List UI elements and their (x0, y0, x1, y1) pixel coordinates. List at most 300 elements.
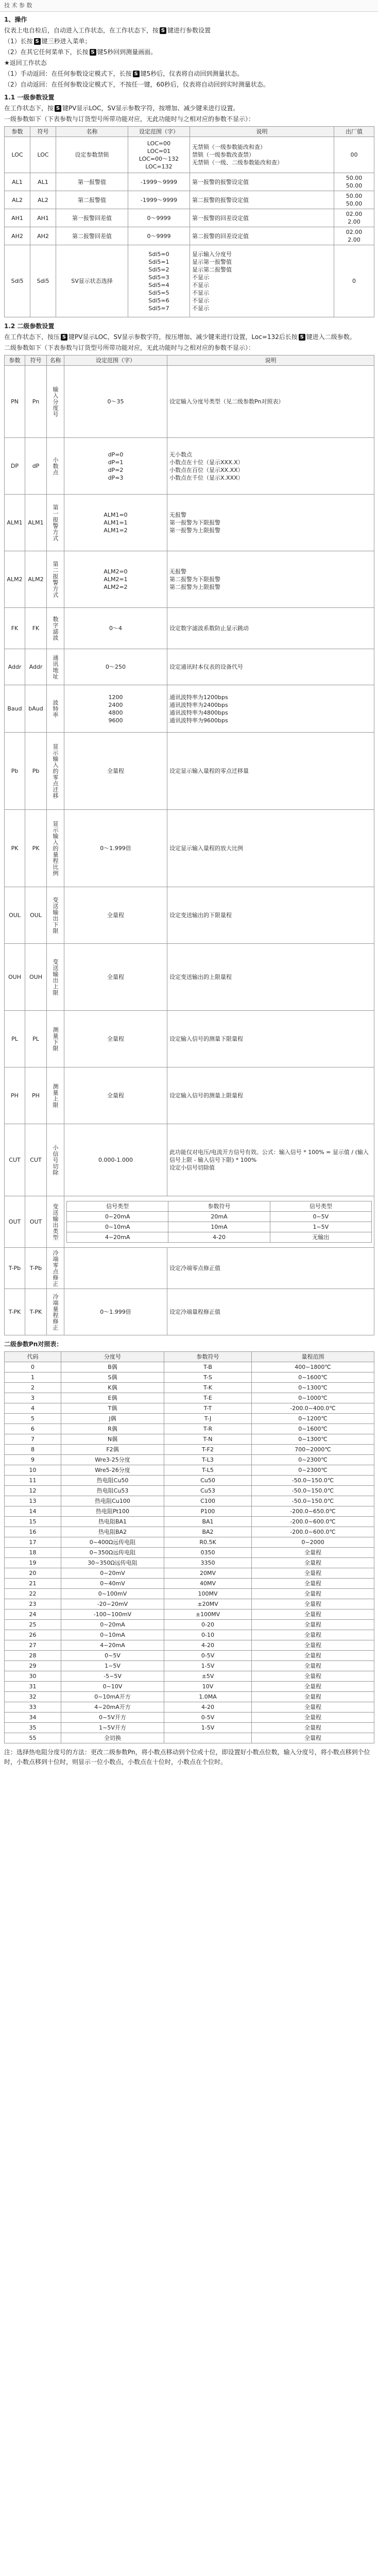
table2-cell-param: Baud (5, 685, 25, 733)
table2-cell-desc: 无报警 第一报警为下限报警 第一报警为上限报警 (167, 495, 374, 551)
table3-cell: 34 (5, 1713, 61, 1723)
table2-name-text: 冷端零点修正 (52, 1249, 59, 1287)
table3-header-0: 代码 (5, 1352, 61, 1362)
table3-cell: -200.0~600.0℃ (252, 1517, 374, 1527)
table2-cell-param: PH (5, 1067, 25, 1124)
table3-cell: 全量程 (252, 1579, 374, 1589)
table2-cell-range: 全量程 (64, 1011, 167, 1067)
table3-row (5, 1579, 374, 1589)
table3-row (5, 1630, 374, 1640)
section-1-ret2: （2）自动返回：在任何参数设定模式下，不按任一键，60秒后，仪表将自动回到实时测量状态。 (4, 81, 269, 88)
table2-name-text: 变送输出上限 (52, 958, 59, 996)
table3-cell: 0~2300℃ (252, 1455, 374, 1465)
table3-cell: Wre3-25分度 (61, 1455, 164, 1465)
table2-cell-param: OUL (5, 887, 25, 944)
table2-cell-desc: 设定冷端零点修正值 (167, 1248, 374, 1289)
out-row (67, 1222, 372, 1232)
table3-cell: 热电阻BA1 (61, 1517, 164, 1527)
table3-cell: 全量程 (252, 1548, 374, 1558)
out-cell: 0~5V (270, 1212, 371, 1222)
table2-cell-param: PL (5, 1011, 25, 1067)
table3-cell: 14 (5, 1506, 61, 1517)
table1-cell-def: 50.00 50.00 (334, 191, 374, 209)
table3-cell: 全量程 (252, 1599, 374, 1609)
table2-cell-desc: 设定变送输出的下限量程 (167, 887, 374, 944)
table2-cell-name (47, 1289, 64, 1335)
table3-cell: 35 (5, 1723, 61, 1733)
table2-name-text: 输入分度号 (52, 386, 59, 417)
table1-header-1: 符号 (30, 127, 56, 137)
table1-cell-range: 0～9999 (128, 227, 190, 245)
table3-cell: 31 (5, 1682, 61, 1692)
out-header-1: 参数符号 (168, 1201, 270, 1212)
table-level1 (4, 126, 374, 317)
table1-cell-desc: 显示输入分度号 显示第一报警值 显示第二报警值 不显示 不显示 不显示 不显示 不显示 (190, 245, 334, 317)
table3-cell: 3350 (164, 1558, 252, 1568)
table3-cell: T-L3 (164, 1455, 252, 1465)
table2-row (5, 649, 374, 685)
table3-cell: T-S (164, 1372, 252, 1383)
table1-cell-def: 50.00 50.00 (334, 173, 374, 191)
table2-cell-name (47, 1124, 64, 1196)
out-cell: 0~20mA (67, 1212, 168, 1222)
table1-cell-name: 第一报警值 (56, 173, 128, 191)
table2-name-text: 冷端量程修正 (52, 1293, 59, 1331)
table3-cell: 100MV (164, 1589, 252, 1599)
table3-row (5, 1733, 374, 1743)
table3-row (5, 1723, 374, 1733)
table1-header-0: 参数 (5, 127, 30, 137)
table2-cell-desc: 设定变送输出的上限量程 (167, 944, 374, 1011)
table3-cell: 10 (5, 1465, 61, 1476)
table1-cell-range: -1999～9999 (128, 191, 190, 209)
table1-cell-desc: 第一报警的报警设定值 (190, 173, 334, 191)
table2-cell-symbol: FK (25, 608, 47, 649)
table2-cell-name (47, 438, 64, 495)
table2-cell-param: Addr (5, 649, 25, 685)
table3-cell: -20~20mV (61, 1599, 164, 1609)
table3-cell: 0~2000 (252, 1537, 374, 1548)
table3-row (5, 1506, 374, 1517)
table2-name-text: 显示输入的零点迁移 (52, 743, 59, 799)
table3-row (5, 1702, 374, 1713)
table3-row (5, 1517, 374, 1527)
table2-cell-symbol: bAud (25, 685, 47, 733)
section-1-line2: （2）在其它任何菜单下，长按 S 键5秒回到测量画面。 (4, 48, 157, 56)
out-cell: 20mA (168, 1212, 270, 1222)
table1-cell-range: -1999～9999 (128, 173, 190, 191)
table3-cell: 4~20mA开方 (61, 1702, 164, 1713)
table3-cell: 27 (5, 1640, 61, 1651)
table3-cell: 700~2000℃ (252, 1445, 374, 1455)
table3-row (5, 1682, 374, 1692)
table2-cell-desc: 设定数字滤波系数防止显示跳动 (167, 608, 374, 649)
table2-out-cell (64, 1196, 374, 1248)
table3-cell: S偶 (61, 1372, 164, 1383)
table1-cell-param: AL1 (5, 173, 30, 191)
table3-row (5, 1620, 374, 1630)
table3-cell: 40MV (164, 1579, 252, 1589)
table3-row (5, 1372, 374, 1383)
table2-cell-symbol: OUL (25, 887, 47, 944)
table3-cell: 18 (5, 1548, 61, 1558)
table3-cell: 29 (5, 1661, 61, 1671)
table1-cell-symbol: AH2 (30, 227, 56, 245)
table3-cell: J偶 (61, 1414, 164, 1424)
table2-name-text: 第一报警方式 (52, 504, 59, 541)
table3-row (5, 1465, 374, 1476)
table3-cell: -100~100mV (61, 1609, 164, 1620)
table2-name-text: 显示输入的量程比例 (52, 820, 59, 876)
table3-cell: 全量程 (252, 1630, 374, 1640)
table3-cell: 全量程 (252, 1682, 374, 1692)
table3-cell: T-J (164, 1414, 252, 1424)
table2-cell-param: DP (5, 438, 25, 495)
table2-cell-name (47, 944, 64, 1011)
table3-cell: 0~400Ω远传电阻 (61, 1537, 164, 1548)
table2-cell-name (47, 649, 64, 685)
table3-cell: R偶 (61, 1424, 164, 1434)
table1-header-5: 出厂值 (334, 127, 374, 137)
table2-cell-param: CUT (5, 1124, 25, 1196)
table3-cell: T-F2 (164, 1445, 252, 1455)
table2-cell-symbol: PK (25, 810, 47, 887)
table2-cell-range: 全量程 (64, 1067, 167, 1124)
table3-cell: BA1 (164, 1517, 252, 1527)
table3-cell: 20MV (164, 1568, 252, 1579)
table1-cell-name: 第二报警回差值 (56, 227, 128, 245)
set-key-icon: S (55, 105, 61, 112)
table3-cell: 3 (5, 1393, 61, 1403)
table3-cell: 25 (5, 1620, 61, 1630)
table3-cell: T-T (164, 1403, 252, 1414)
table2-name-text: 小数点 (52, 456, 59, 476)
table3-cell: 10V (164, 1682, 252, 1692)
table2-name-text: 变送输出下限 (52, 896, 59, 934)
table3-cell: 400~1800℃ (252, 1362, 374, 1372)
table3-row (5, 1661, 374, 1671)
set-key-icon: S (61, 334, 67, 341)
table2-row (5, 810, 374, 887)
table1-cell-symbol: AL2 (30, 191, 56, 209)
table3-cell: 0-5V (164, 1713, 252, 1723)
table1-cell-name: 第一报警回差值 (56, 209, 128, 227)
table1-row (5, 209, 374, 227)
table3-row (5, 1434, 374, 1445)
table3-cell: 热电阻Cu50 (61, 1476, 164, 1486)
table3-row (5, 1393, 374, 1403)
table3-cell: 1-5V (164, 1661, 252, 1671)
table2-cell-param: PN (5, 366, 25, 438)
table3-row (5, 1548, 374, 1558)
table2-cell-symbol: T-PK (25, 1289, 47, 1335)
table1-row (5, 245, 374, 317)
table3-row (5, 1527, 374, 1537)
table3-cell: 0~100mV (61, 1589, 164, 1599)
table3-cell: Cu53 (164, 1486, 252, 1496)
table3-cell: 全量程 (252, 1692, 374, 1702)
table2-cell-range: 全量程 (64, 733, 167, 810)
table2-cell-desc: 设定显示输入量程的零点迁移量 (167, 733, 374, 810)
table2-cell-symbol: T-Pb (25, 1248, 47, 1289)
table1-cell-def: 0 (334, 245, 374, 317)
table3-row (5, 1476, 374, 1486)
table3-cell: 全量程 (252, 1723, 374, 1733)
table3-cell (164, 1733, 252, 1743)
table3-cell: 1~5V开方 (61, 1723, 164, 1733)
table2-cell-desc: 设定显示输入量程的放大比例 (167, 810, 374, 887)
section-11-title: 1.1 一级参数设置 (4, 94, 55, 101)
table2-header-4: 说明 (167, 355, 374, 366)
out-header-2: 信号类型 (270, 1201, 371, 1212)
table3-cell: E偶 (61, 1393, 164, 1403)
table3-cell: -50.0~150.0℃ (252, 1476, 374, 1486)
table2-name-text: 小信号切除 (52, 1144, 59, 1176)
table3-row (5, 1558, 374, 1568)
table2-row (5, 1011, 374, 1067)
out-cell: 4~20mA (67, 1232, 168, 1243)
table2-cell-symbol: PL (25, 1011, 47, 1067)
table3-cell: 0-10 (164, 1630, 252, 1640)
table2-cell-name (47, 608, 64, 649)
table2-row (5, 944, 374, 1011)
section-12-p1: 在工作状态下，按压 S 键PV显示LOC，SV显示参数字符，按压增加、减少键来进行设置，Loc=132后长按 S 键进入二级参数。 (4, 333, 356, 341)
table1-cell-range: LOC=00 LOC=01 LOC=00～132 LOC=132 (128, 137, 190, 173)
table3-cell: 16 (5, 1527, 61, 1537)
table3-cell: 全量程 (252, 1671, 374, 1682)
table3-cell: 13 (5, 1496, 61, 1506)
out-cell: 1~5V (270, 1222, 371, 1232)
table2-cell-param: T-PK (5, 1289, 25, 1335)
table3-cell: 0~350Ω远传电阻 (61, 1548, 164, 1558)
table3-row (5, 1692, 374, 1702)
table2-row (5, 1289, 374, 1335)
table2-cell-range: 全量程 (64, 944, 167, 1011)
table1-row (5, 191, 374, 209)
table3-cell: 4 (5, 1403, 61, 1414)
section-11-p2: 一级参数如下（下表参数与订货型号所带功能对应，无此功能时与之相对应的参数不显示）： (4, 115, 255, 123)
out-cell: 0~10mA (67, 1222, 168, 1232)
table1-cell-param: Sdi5 (5, 245, 30, 317)
table3-cell: 热电阻BA2 (61, 1527, 164, 1537)
table2-row (5, 1067, 374, 1124)
table2-cell-param: Pb (5, 733, 25, 810)
table2-cell-range: ALM2=0 ALM2=1 ALM2=2 (64, 551, 167, 608)
table2-cell-range: 0.000-1.000 (64, 1124, 167, 1196)
table3-cell: 32 (5, 1692, 61, 1702)
table1-cell-def: 02.00 2.00 (334, 227, 374, 245)
table3-cell: 1-5V (164, 1723, 252, 1733)
table3-cell: 0~1600℃ (252, 1424, 374, 1434)
table3-cell: T-L5 (164, 1465, 252, 1476)
table2-cell-desc: 无报警 第二报警为下限报警 第二报警为上限报警 (167, 551, 374, 608)
table2-cell-desc: 通讯波特率为1200bps 通讯波特率为2400bps 通讯波特率为4800bps 通讯波特率为9600bps (167, 685, 374, 733)
table2-row (5, 438, 374, 495)
table2-name-text: 测量上限 (52, 1083, 59, 1108)
table2-header-2: 名称 (47, 355, 64, 366)
table3-cell: 33 (5, 1702, 61, 1713)
table3-cell: 28 (5, 1651, 61, 1661)
section-1-ret1: （1）手动返回：在任何参数设定模式下，长按 S 键5秒后，仪表将自动回到测量状态。 (4, 70, 244, 77)
table3-cell: 2 (5, 1383, 61, 1393)
out-row (67, 1212, 372, 1222)
table3-row (5, 1537, 374, 1548)
table1-cell-param: LOC (5, 137, 30, 173)
table3-row (5, 1455, 374, 1465)
table3-cell: 15 (5, 1517, 61, 1527)
table2-header-3: 设定范围（字） (64, 355, 167, 366)
table3-cell: 全量程 (252, 1568, 374, 1579)
table2-cell-symbol: Pn (25, 366, 47, 438)
table3-row (5, 1609, 374, 1620)
table2-row (5, 551, 374, 608)
table3-cell: -200.0~400.0℃ (252, 1403, 374, 1414)
table1-cell-range: Sdi5=0 Sdi5=1 Sdi5=2 Sdi5=3 Sdi5=4 Sdi5=5 Sdi5=6 Sdi5=7 (128, 245, 190, 317)
table3-cell: 全量程 (252, 1651, 374, 1661)
table3-cell: 0~10mA (61, 1630, 164, 1640)
section-1-line1: （1）长按 S 键三秒进入菜单； (4, 38, 91, 45)
table2-row (5, 685, 374, 733)
section-1-title: 1、操作 (4, 16, 27, 23)
table2-cell-param: PK (5, 810, 25, 887)
table3-cell: 6 (5, 1424, 61, 1434)
table1-cell-param: AH2 (5, 227, 30, 245)
table3-cell: 0~20mA (61, 1620, 164, 1630)
table3-row (5, 1568, 374, 1579)
table2-cell-range: ALM1=0 ALM1=1 ALM1=2 (64, 495, 167, 551)
table1-cell-range: 0～9999 (128, 209, 190, 227)
table2-cell-desc: 设定输入信号的测量下限量程 (167, 1011, 374, 1067)
table3-cell: 0-5V (164, 1651, 252, 1661)
table3-cell: 0~10V (61, 1682, 164, 1692)
table3-cell: 12 (5, 1486, 61, 1496)
table3-cell: -200.0~600.0℃ (252, 1527, 374, 1537)
table2-cell-symbol: OUH (25, 944, 47, 1011)
set-key-icon: S (299, 334, 305, 341)
table3-row (5, 1362, 374, 1372)
table1-cell-param: AL2 (5, 191, 30, 209)
table3-row (5, 1403, 374, 1414)
table2-cell-name (47, 495, 64, 551)
table3-cell: BA2 (164, 1527, 252, 1537)
table3-cell: 全量程 (252, 1713, 374, 1723)
table2-row (5, 733, 374, 810)
table1-cell-param: AH1 (5, 209, 30, 227)
table3-cell: 0350 (164, 1548, 252, 1558)
table3-cell: 55 (5, 1733, 61, 1743)
table3-cell: 24 (5, 1609, 61, 1620)
table3-header-1: 分度号 (61, 1352, 164, 1362)
table3-cell: 11 (5, 1476, 61, 1486)
table3-cell: 21 (5, 1579, 61, 1589)
set-key-icon: S (133, 71, 140, 77)
table3-cell: 23 (5, 1599, 61, 1609)
table2-cell-name (47, 1067, 64, 1124)
table2-row (5, 887, 374, 944)
table1-cell-symbol: AL1 (30, 173, 56, 191)
table3-row (5, 1383, 374, 1393)
table2-cell-symbol: CUT (25, 1124, 47, 1196)
footnote: 注：选择热电阻分度号的方法：更改二级参数Pn，将小数点移动到个位或十位，即设置好小数点位数，输入分度号，将小数点移到个位时，小数点移到十位时，则显示一位小数点，小数点在十位时，小数点在个位时。 (4, 1749, 370, 1766)
table2-cell-desc: 无小数点 小数点在十位（显示XXX.X） 小数点在百位（显示XX.XX） 小数点在千位（显示X.XXX） (167, 438, 374, 495)
table2-cell-desc: 设定输入信号的测量上限量程 (167, 1067, 374, 1124)
table1-cell-def: 02.00 2.00 (334, 209, 374, 227)
table3-cell: -50.0~150.0℃ (252, 1486, 374, 1496)
table3-cell: P100 (164, 1506, 252, 1517)
table2-row (5, 366, 374, 438)
table2-cell-name (47, 887, 64, 944)
table1-cell-desc: 第二报警的报警设定值 (190, 191, 334, 209)
table2-cell-name (47, 551, 64, 608)
table1-row (5, 227, 374, 245)
table2-cell-symbol: ALM2 (25, 551, 47, 608)
table3-cell: B偶 (61, 1362, 164, 1372)
table3-header-3: 量程范围 (252, 1352, 374, 1362)
table3-cell: T-R (164, 1424, 252, 1434)
table2-cell-name (47, 1248, 64, 1289)
table3-cell: 1.0MA (164, 1692, 252, 1702)
table3-cell: 1~5V (61, 1661, 164, 1671)
table3-cell: 0~5V开方 (61, 1713, 164, 1723)
table3-cell: 22 (5, 1589, 61, 1599)
out-cell: 10mA (168, 1222, 270, 1232)
table1-cell-symbol: LOC (30, 137, 56, 173)
table2-cell-param: T-Pb (5, 1248, 25, 1289)
table3-cell: 8 (5, 1445, 61, 1455)
table3-row (5, 1713, 374, 1723)
table3-cell: 0~20mV (61, 1568, 164, 1579)
table-pn (4, 1351, 374, 1743)
table3-cell: 全量程 (252, 1620, 374, 1630)
table2-name-text: 变送输出类型 (52, 1203, 59, 1241)
table3-row (5, 1414, 374, 1424)
table2-cell-name (47, 733, 64, 810)
table2-cell-range (64, 1248, 167, 1289)
table3-cell: -50.0~150.0℃ (252, 1496, 374, 1506)
table1-row (5, 137, 374, 173)
table2-cell-param: ALM2 (5, 551, 25, 608)
table3-cell: 5 (5, 1414, 61, 1424)
table2-name-text: 波特率 (52, 699, 59, 718)
table3-cell: 4-20 (164, 1702, 252, 1713)
table2-cell-desc: 设定冷端量程修正值 (167, 1289, 374, 1335)
table3-cell: 0~5V (61, 1651, 164, 1661)
table2-cell-symbol: OUT (25, 1196, 47, 1248)
table2-cell-range: 0～1.999倍 (64, 810, 167, 887)
table3-cell: 0~1300℃ (252, 1383, 374, 1393)
table3-cell: 全量程 (252, 1609, 374, 1620)
table3-cell: T-E (164, 1393, 252, 1403)
table3-cell: K偶 (61, 1383, 164, 1393)
table2-cell-range: 0～250 (64, 649, 167, 685)
table2-cell-range: 1200 2400 4800 9600 (64, 685, 167, 733)
table3-cell: 17 (5, 1537, 61, 1548)
table2-cell-name (47, 810, 64, 887)
section-1-intro: 仪表上电自检后，自动进入工作状态，在工作状态下，按 S 键进行参数设置 (4, 27, 211, 34)
table2-cell-range: dP=0 dP=1 dP=2 dP=3 (64, 438, 167, 495)
table1-header-3: 设定范围（字） (128, 127, 190, 137)
table1-header-4: 说明 (190, 127, 334, 137)
table2-cell-desc: 设定输入分度号类型（见二级参数Pn对照表） (167, 366, 374, 438)
table3-cell: 20 (5, 1568, 61, 1579)
table1-cell-desc: 无禁锁（一级参数能改和查） 禁锁（一级参数改查禁） 无禁锁（一级、二级参数能改和查） (190, 137, 334, 173)
table2-name-text: 数字滤波 (52, 616, 59, 641)
out-cell: 无输出 (270, 1232, 371, 1243)
table1-cell-desc: 第一报警的回差设定值 (190, 209, 334, 227)
table3-cell: ±100MV (164, 1609, 252, 1620)
table1-cell-symbol: Sdi5 (30, 245, 56, 317)
table1-cell-def: 00 (334, 137, 374, 173)
